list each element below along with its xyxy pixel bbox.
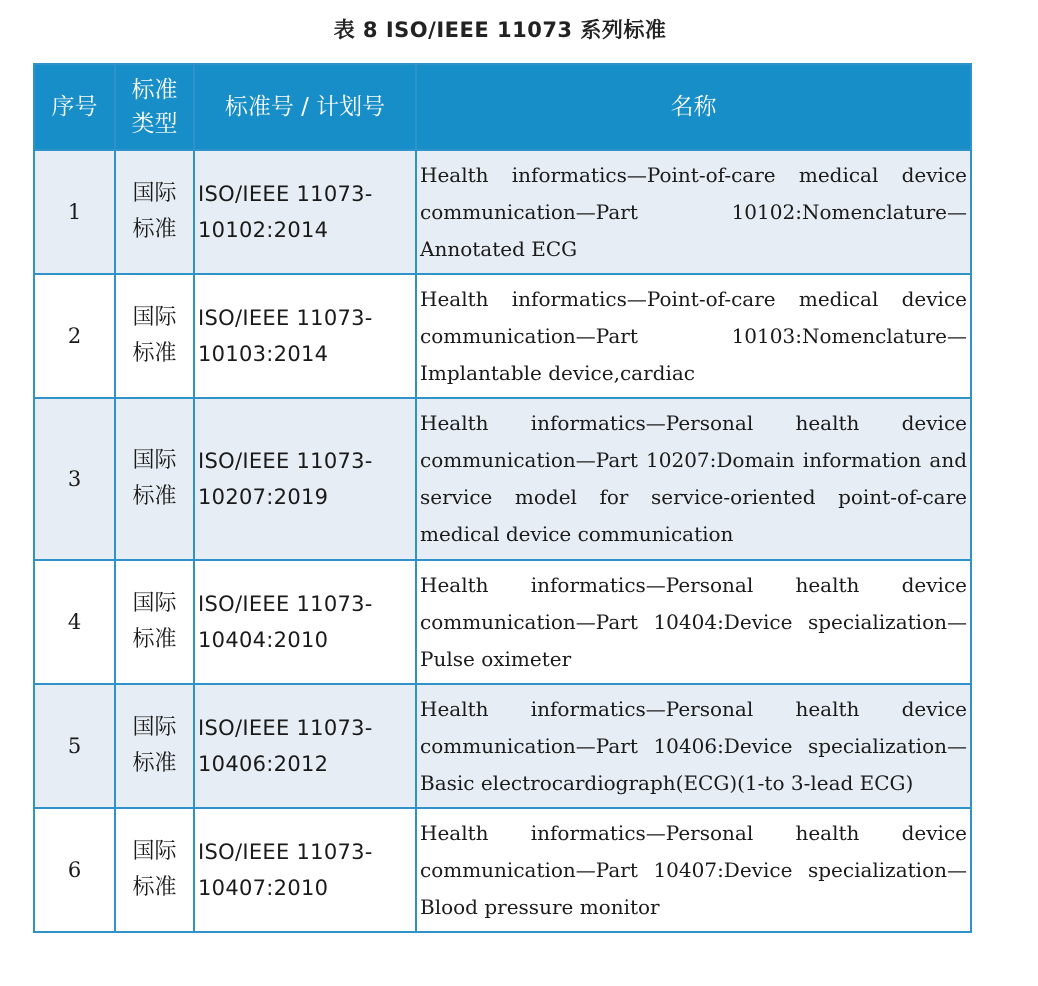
column-header-type-line2: 类型 bbox=[131, 111, 178, 137]
row-type-line1: 国际 bbox=[132, 839, 177, 864]
row-type bbox=[115, 808, 194, 932]
row-number-line2: 10103:2014 bbox=[198, 342, 329, 366]
row-number-line1: ISO/IEEE 11073- bbox=[198, 716, 373, 740]
table-row bbox=[34, 560, 971, 684]
row-standard-number bbox=[194, 274, 416, 398]
row-index: 6 bbox=[34, 808, 115, 932]
row-type-line1: 国际 bbox=[132, 715, 177, 740]
row-number-line2: 10404:2010 bbox=[198, 628, 329, 652]
row-standard-name: Health informatics—Point-of-care medical device communication—Part 10102:Nomenclature—Annotated ECG bbox=[416, 150, 971, 274]
standards-table bbox=[33, 63, 972, 933]
row-number-line1: ISO/IEEE 11073- bbox=[198, 306, 373, 330]
table-row bbox=[34, 684, 971, 808]
row-type-line1: 国际 bbox=[132, 448, 177, 473]
row-type-line2: 标准 bbox=[132, 627, 177, 652]
table-row bbox=[34, 150, 971, 274]
row-number-line2: 10406:2012 bbox=[198, 752, 329, 776]
row-type bbox=[115, 150, 194, 274]
column-header-index: 序号 bbox=[34, 64, 115, 150]
row-type-line2: 标准 bbox=[132, 484, 177, 509]
row-type-line2: 标准 bbox=[132, 341, 177, 366]
row-standard-name: Health informatics—Personal health device communication—Part 10207:Domain information and service model for service-oriented point-of-care medical device communication bbox=[416, 398, 971, 560]
column-header-type-line1: 标准 bbox=[131, 77, 178, 103]
row-number-line2: 10407:2010 bbox=[198, 876, 329, 900]
table-row bbox=[34, 808, 971, 932]
row-standard-number bbox=[194, 808, 416, 932]
row-index: 3 bbox=[34, 398, 115, 560]
row-standard-name: Health informatics—Personal health device communication—Part 10407:Device specialization—Blood pressure monitor bbox=[416, 808, 971, 932]
row-standard-number bbox=[194, 684, 416, 808]
row-type bbox=[115, 398, 194, 560]
row-index: 1 bbox=[34, 150, 115, 274]
row-standard-number bbox=[194, 150, 416, 274]
column-header-type bbox=[115, 64, 194, 150]
row-number-line2: 10102:2014 bbox=[198, 218, 329, 242]
row-standard-number bbox=[194, 560, 416, 684]
row-type bbox=[115, 560, 194, 684]
row-type-line2: 标准 bbox=[132, 875, 177, 900]
table-header-row bbox=[34, 64, 971, 150]
row-type-line1: 国际 bbox=[132, 305, 177, 330]
row-type-line2: 标准 bbox=[132, 217, 177, 242]
row-number-line1: ISO/IEEE 11073- bbox=[198, 840, 373, 864]
row-standard-number bbox=[194, 398, 416, 560]
row-index: 2 bbox=[34, 274, 115, 398]
row-index: 4 bbox=[34, 560, 115, 684]
row-index: 5 bbox=[34, 684, 115, 808]
row-number-line1: ISO/IEEE 11073- bbox=[198, 592, 373, 616]
row-type-line1: 国际 bbox=[132, 591, 177, 616]
row-type-line2: 标准 bbox=[132, 751, 177, 776]
column-header-number: 标准号 / 计划号 bbox=[194, 64, 416, 150]
table-row bbox=[34, 398, 971, 560]
row-number-line1: ISO/IEEE 11073- bbox=[198, 449, 373, 473]
row-type-line1: 国际 bbox=[132, 181, 177, 206]
row-standard-name: Health informatics—Personal health device communication—Part 10404:Device specialization—Pulse oximeter bbox=[416, 560, 971, 684]
row-number-line2: 10207:2019 bbox=[198, 485, 329, 509]
row-type bbox=[115, 274, 194, 398]
row-number-line1: ISO/IEEE 11073- bbox=[198, 182, 373, 206]
row-type bbox=[115, 684, 194, 808]
row-standard-name: Health informatics—Personal health device communication—Part 10406:Device specialization—Basic electrocardiograph(ECG)(1-to 3-lead ECG) bbox=[416, 684, 971, 808]
column-header-name: 名称 bbox=[416, 64, 971, 150]
row-standard-name: Health informatics—Point-of-care medical device communication—Part 10103:Nomenclature—Implantable device,cardiac bbox=[416, 274, 971, 398]
table-row bbox=[34, 274, 971, 398]
table-caption: 表 8 ISO/IEEE 11073 系列标准 bbox=[333, 18, 667, 42]
